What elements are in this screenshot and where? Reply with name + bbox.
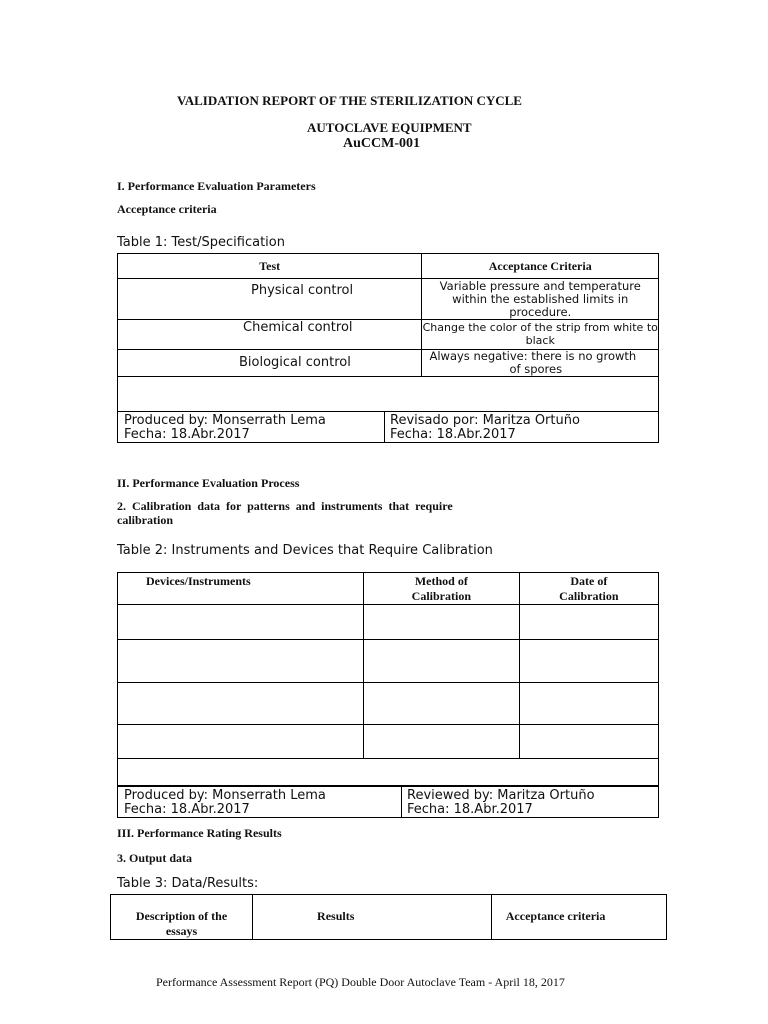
table2-reviewed-by: Reviewed by: Maritza Ortuño (407, 788, 595, 803)
table3-caption: Table 3: Data/Results: (117, 876, 259, 891)
table1-empty-row (118, 377, 659, 412)
table3 (110, 894, 667, 940)
table1-test-chemical: Chemical control (118, 320, 422, 350)
table2 (117, 572, 659, 786)
header-line: Date of (570, 574, 608, 588)
criteria-line: procedure. (509, 305, 572, 319)
criteria-line: Variable pressure and temperature (439, 279, 641, 293)
table1-reviewed-by: Revisado por: Maritza Ortuño (390, 413, 580, 428)
section1-subheading: Acceptance criteria (117, 202, 217, 216)
table-row (118, 279, 659, 320)
table1-reviewed-date: Fecha: 18.Abr.2017 (390, 427, 516, 442)
table1-header-test: Test (118, 254, 422, 279)
table1-signature-block (117, 411, 659, 443)
table2-produced-date: Fecha: 18.Abr.2017 (124, 802, 250, 817)
section2-subheading-line1: 2. Calibration data for patterns and instruments that require (117, 499, 453, 513)
table-row (118, 683, 659, 725)
header-line: Calibration (411, 589, 472, 603)
table1 (117, 253, 659, 412)
table1-produced-by: Produced by: Monserrath Lema (124, 413, 326, 428)
document-title: VALIDATION REPORT OF THE STERILIZATION CYCLE (177, 93, 522, 108)
table3-header-description (111, 895, 253, 940)
table1-header-criteria: Acceptance Criteria (422, 254, 659, 279)
equipment-title: AUTOCLAVE EQUIPMENT (307, 120, 472, 135)
criteria-line: Change the color of the strip from white to (422, 321, 658, 334)
table-row (118, 350, 659, 377)
table1-criteria-physical (422, 279, 659, 320)
divider (384, 411, 385, 443)
table-row (118, 725, 659, 759)
header-line: Calibration (559, 589, 619, 603)
table1-produced-date: Fecha: 18.Abr.2017 (124, 427, 250, 442)
table2-signature-block (117, 786, 659, 818)
table2-empty-row (118, 759, 659, 786)
criteria-line: Always negative: there is no growth (429, 349, 637, 363)
table2-produced-by: Produced by: Monserrath Lema (124, 788, 326, 803)
section3-subheading: 3. Output data (117, 851, 193, 865)
table2-header-devices: Devices/Instruments (118, 573, 364, 605)
table2-caption: Table 2: Instruments and Devices that Require Calibration (117, 543, 493, 558)
table1-test-biological: Biological control (118, 350, 422, 377)
header-line: Method of (414, 574, 468, 588)
table1-test-physical: Physical control (118, 279, 422, 320)
table-row (118, 640, 659, 683)
table2-reviewed-date: Fecha: 18.Abr.2017 (407, 802, 533, 817)
criteria-line: within the established limits in (452, 292, 629, 306)
equipment-code: AuCCM-001 (343, 136, 420, 151)
table-row (118, 605, 659, 640)
section1-heading: I. Performance Evaluation Parameters (117, 179, 316, 193)
criteria-line: black (525, 334, 555, 347)
criteria-line: of spores (509, 362, 563, 376)
table2-header-method (364, 573, 520, 605)
table2-header-date (519, 573, 658, 605)
page-footer: Performance Assessment Report (PQ) Double Door Autoclave Team - April 18, 2017 (156, 975, 565, 989)
section2-heading: II. Performance Evaluation Process (117, 476, 300, 490)
table1-criteria-biological (422, 350, 659, 377)
header-line: essays (165, 924, 198, 938)
section2-subheading-line2: calibration (117, 513, 173, 527)
section3-heading: III. Performance Rating Results (117, 826, 282, 840)
table3-header-results: Results (253, 895, 492, 940)
table-row (118, 320, 659, 350)
header-line: Description of the (135, 909, 228, 923)
divider (401, 786, 402, 818)
table1-caption: Table 1: Test/Specification (117, 235, 285, 250)
table3-header-criteria: Acceptance criteria (491, 895, 666, 940)
table1-criteria-chemical (422, 320, 659, 350)
